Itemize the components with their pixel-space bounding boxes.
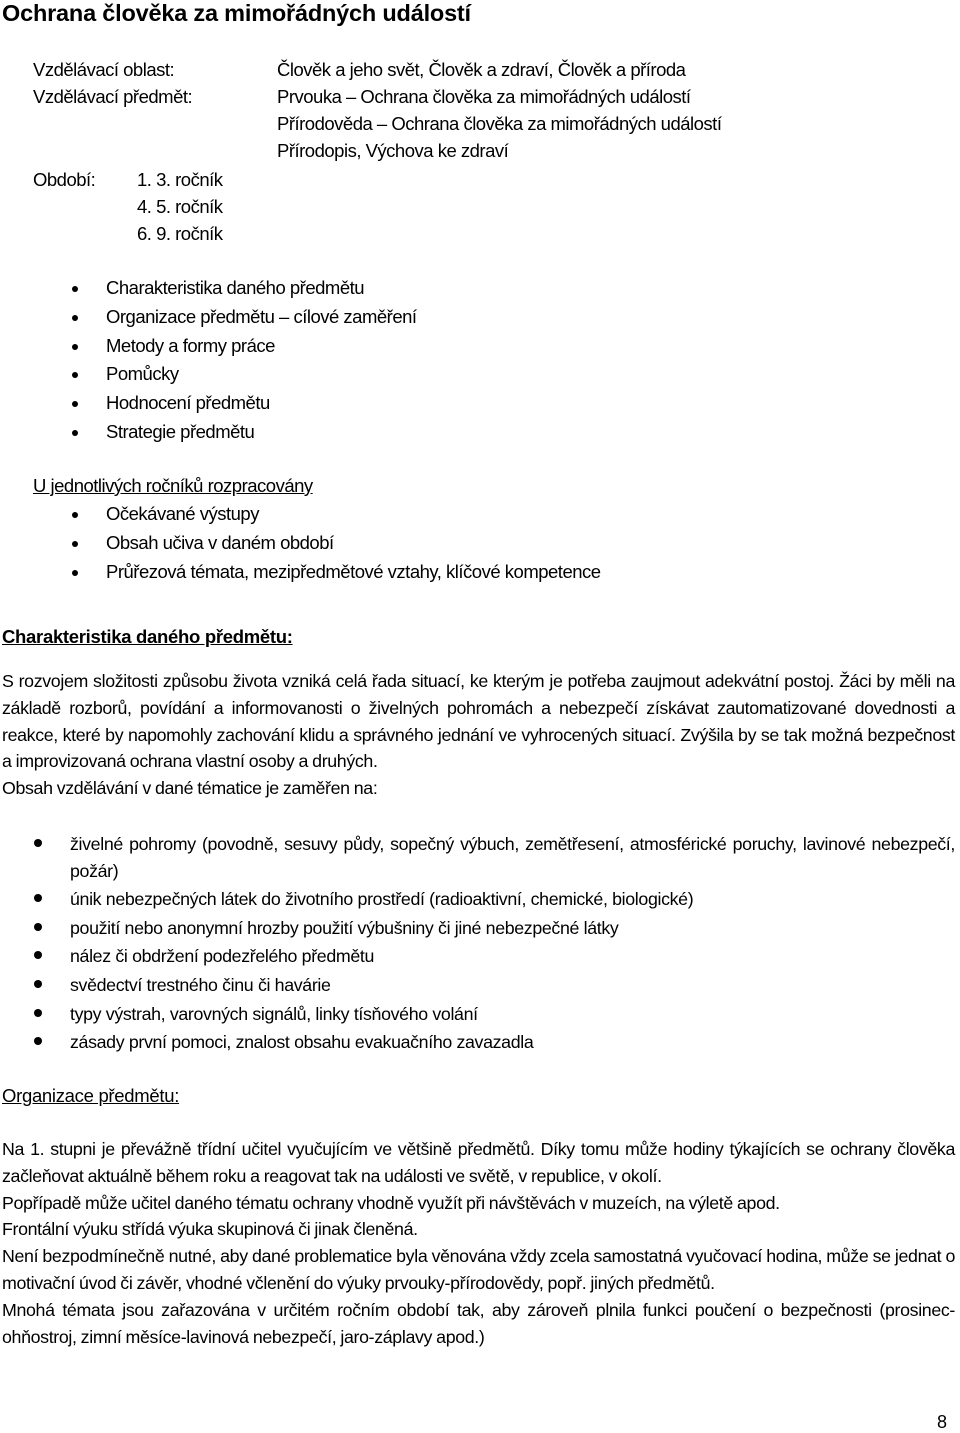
grades-item: Obsah učiva v daném období bbox=[106, 532, 334, 553]
outline-item: Charakteristika daného předmětu bbox=[106, 277, 365, 298]
period-value: 6. 9. ročník bbox=[137, 223, 223, 244]
outline-item: Strategie předmětu bbox=[106, 421, 255, 442]
outline-item: Metody a formy práce bbox=[106, 335, 275, 356]
paragraph-text: Není bezpodmínečně nutné, aby dané problematice byla věnována vždy zcela samostatná vyučovací hodina, může se jednat o motivační úvod či závěr, vhodné včlenění do výuky prvouky-přírodovědy, popř. jiných předmětů. bbox=[2, 1246, 955, 1293]
content-item: zásady první pomoci, znalost obsahu evakuačního zavazadla bbox=[70, 1029, 533, 1056]
paragraph-text: Frontální výuku střídá výuka skupinová či jinak členěná. bbox=[2, 1219, 418, 1240]
period-label: Období: bbox=[33, 169, 96, 190]
content-item: typy výstrah, varovných signálů, linky tísňového volání bbox=[70, 1001, 478, 1028]
content-item: použití nebo anonymní hrozby použití výbušniny či jiné nebezpečné látky bbox=[70, 915, 618, 942]
grades-item: Průřezová témata, mezipředmětové vztahy, klíčové kompetence bbox=[106, 561, 601, 582]
outline-item: Hodnocení předmětu bbox=[106, 392, 270, 413]
content-item: nález či obdržení podezřelého předmětu bbox=[70, 943, 374, 970]
characteristics-paragraph bbox=[2, 668, 955, 802]
grades-heading: U jednotlivých ročníků rozpracovány bbox=[33, 475, 313, 496]
subject-value: Přírodopis, Výchova ke zdraví bbox=[277, 140, 509, 161]
paragraph-text: S rozvojem složitosti způsobu života vzniká celá řada situací, ke kterým je potřeba zaujmout adekvátní postoj. Žáci by měli na základě rozborů, povídání a informovanosti o živelných pohromách a nebezpečí získávat zautomatizované dovednosti a reakce, které by napomohly zachování klidu a správného jednání ve vyhrocených situací. Zvýšila by se tak možná bezpečnost a improvizovaná ochrana vlastní osoby a druhých. bbox=[2, 671, 955, 772]
paragraph-text: Popřípadě může učitel daného tématu ochrany vhodně využít při návštěvách v muzeích, na výletě apod. bbox=[2, 1192, 780, 1213]
subject-label: Vzdělávací předmět: bbox=[33, 86, 193, 107]
period-value: 4. 5. ročník bbox=[137, 196, 223, 217]
content-item: živelné pohromy (povodně, sesuvy půdy, sopečný výbuch, zemětřesení, atmosférické poruchy, lavinové nebezpečí, požár) bbox=[70, 831, 955, 884]
period-value: 1. 3. ročník bbox=[137, 169, 223, 190]
area-label: Vzdělávací oblast: bbox=[33, 59, 175, 80]
page-title: Ochrana člověka za mimořádných událostí bbox=[2, 0, 471, 26]
organization-paragraphs bbox=[2, 1136, 955, 1350]
subject-value: Přírodověda – Ochrana člověka za mimořádných událostí bbox=[277, 113, 722, 134]
grades-item: Očekávané výstupy bbox=[106, 503, 259, 524]
section-heading-characteristics: Charakteristika daného předmětu: bbox=[2, 626, 293, 647]
section-heading-organization: Organizace předmětu: bbox=[2, 1085, 180, 1106]
subject-value: Prvouka – Ochrana člověka za mimořádných událostí bbox=[277, 86, 691, 107]
content-item: svědectví trestného činu či havárie bbox=[70, 972, 331, 999]
outline-item: Pomůcky bbox=[106, 363, 179, 384]
paragraph-text: Obsah vzdělávání v dané tématice je zaměřen na: bbox=[2, 778, 378, 799]
area-value: Člověk a jeho svět, Člověk a zdraví, Člověk a příroda bbox=[277, 59, 686, 80]
paragraph-text: Mnohá témata jsou zařazována v určitém ročním období tak, aby zároveň plnila funkci poučení o bezpečnosti (prosinec-ohňostroj, zimní měsíce-lavinová nebezpečí, jaro-záplavy apod.) bbox=[2, 1299, 955, 1347]
content-item: únik nebezpečných látek do životního prostředí (radioaktivní, chemické, biologické) bbox=[70, 886, 693, 913]
outline-item: Organizace předmětu – cílové zaměření bbox=[106, 306, 417, 327]
page-number: 8 bbox=[937, 1412, 948, 1432]
paragraph-text: Na 1. stupni je převážně třídní učitel vyučujícím ve většině předmětů. Díky tomu může hodiny týkajících se ochrany člověka začleňovat aktuálně během roku a reagovat tak na události ve světě, v republice, v okolí. bbox=[2, 1139, 955, 1186]
